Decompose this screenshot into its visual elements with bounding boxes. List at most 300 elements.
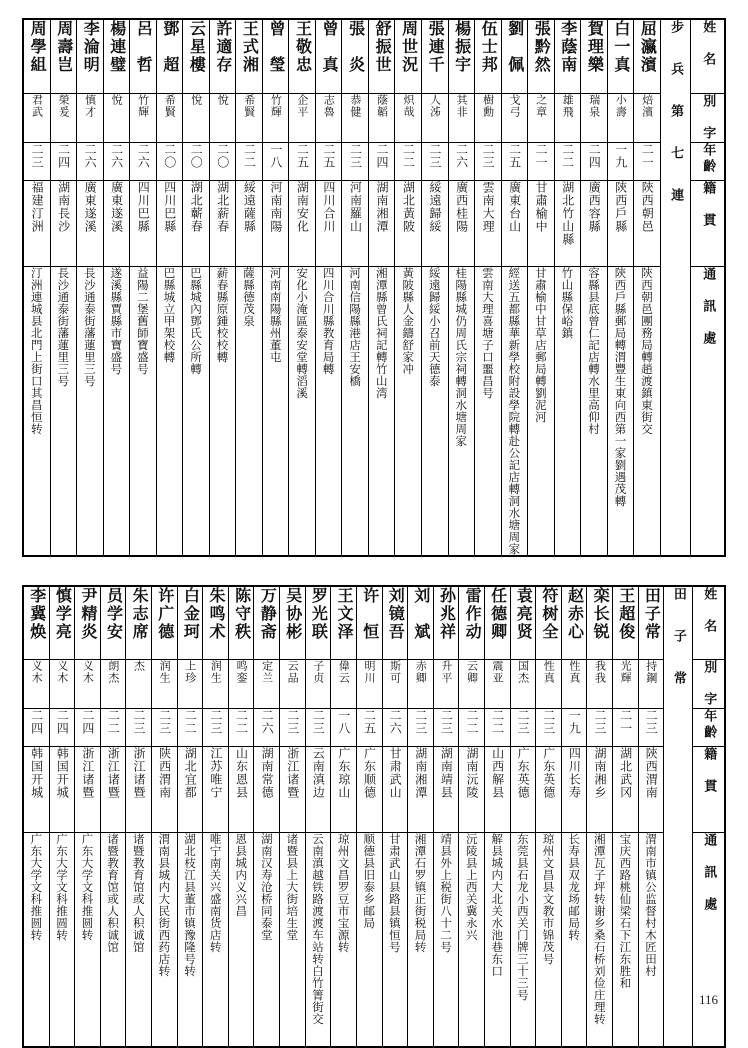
member-name xyxy=(382,586,408,660)
member-name-text: 李淪明 xyxy=(81,20,101,74)
member-name-text: 符树全 xyxy=(539,586,559,641)
row-header-label-text: 通 訊 處 xyxy=(700,266,716,347)
member-age-text: 二〇 xyxy=(215,142,230,169)
member-alias-text: 竹輝 xyxy=(269,93,283,118)
member-address-text: 靖县外上税街八十二号 xyxy=(439,833,454,953)
member-address-text: 河南信陽縣港店王安橋 xyxy=(348,266,363,387)
member-address xyxy=(209,266,236,556)
member-age-text: 二三 xyxy=(311,709,326,735)
member-age-text: 一九 xyxy=(567,709,582,735)
member-age-text: 二三 xyxy=(208,709,223,735)
member-address xyxy=(23,833,49,1047)
table-row xyxy=(23,93,725,142)
member-address xyxy=(510,833,536,1047)
member-age xyxy=(528,142,555,180)
member-native xyxy=(289,180,316,266)
member-native xyxy=(183,180,210,266)
member-age-text: 二三 xyxy=(439,709,454,735)
member-native-text: 河南羅山 xyxy=(348,180,363,233)
member-name-text: 赵赤心 xyxy=(565,586,585,641)
member-native xyxy=(156,180,183,266)
row-header-label-text: 通 訊 處 xyxy=(701,833,717,913)
member-age xyxy=(75,709,101,747)
member-native-text: 云南滇边 xyxy=(311,747,326,799)
member-age-text: 二五 xyxy=(295,142,310,169)
member-native-text: 廣東遂溪 xyxy=(109,180,124,233)
member-age xyxy=(49,709,75,747)
member-address xyxy=(395,266,422,556)
member-native-text: 韩国开城 xyxy=(29,747,44,799)
member-name-text: 任德卿 xyxy=(488,586,508,641)
member-native-text: 陕西渭南 xyxy=(157,747,172,799)
member-native-text: 河南南陽 xyxy=(268,180,283,233)
member-age xyxy=(382,709,408,747)
member-name-text: 曾 瑩 xyxy=(266,20,286,74)
member-address-text: 甘肅榆中甘草店郵局轉劉泥河 xyxy=(533,266,548,423)
member-native-text: 四川合川 xyxy=(321,180,336,233)
member-alias xyxy=(587,660,613,709)
member-alias xyxy=(607,93,634,142)
member-native-text: 广东英德 xyxy=(516,747,531,799)
row-header-label-text: 籍 貫 xyxy=(701,747,717,795)
member-alias xyxy=(459,660,485,709)
member-age xyxy=(484,709,510,747)
member-alias xyxy=(203,660,229,709)
member-age xyxy=(209,142,236,180)
member-address xyxy=(50,266,77,556)
member-age-text: 二三 xyxy=(644,709,659,735)
member-name-text: 陈守秩 xyxy=(232,586,252,641)
member-alias xyxy=(75,660,101,709)
member-native xyxy=(395,180,422,266)
member-native-text: 广东顺德 xyxy=(362,747,377,799)
member-native xyxy=(634,180,661,266)
member-alias-text: 焙濱 xyxy=(640,93,654,118)
member-address xyxy=(536,833,562,1047)
member-alias xyxy=(475,93,502,142)
member-age xyxy=(356,709,382,747)
member-alias-text: 瑞泉 xyxy=(587,93,601,118)
member-native-text: 廣西容縣 xyxy=(587,180,602,233)
member-address xyxy=(100,833,126,1047)
member-address xyxy=(501,266,528,556)
member-address-text: 陝西戶縣郵局轉渭豐生東向西第一家劉遇茂轉 xyxy=(613,266,628,507)
member-alias-text: 润生 xyxy=(158,660,172,684)
member-alias-text: 赤卿 xyxy=(414,660,428,684)
member-address xyxy=(49,833,75,1047)
member-name xyxy=(100,586,126,660)
member-native xyxy=(130,180,157,266)
member-address xyxy=(459,833,485,1047)
member-address xyxy=(382,833,408,1047)
member-age-text: 二三 xyxy=(428,142,443,169)
member-native-text: 湖南湘乡 xyxy=(593,747,607,799)
member-name-text: 王式湘 xyxy=(240,20,260,74)
member-alias xyxy=(262,93,289,142)
member-age-text: 二一 xyxy=(640,142,655,169)
member-alias-text: 小壽 xyxy=(614,93,628,118)
member-address xyxy=(581,266,608,556)
member-address-text: 長沙通泰街藩蓮里三号 xyxy=(56,266,71,387)
member-age xyxy=(228,709,254,747)
table-row xyxy=(23,747,725,833)
member-name xyxy=(613,586,639,660)
member-age xyxy=(459,709,485,747)
member-age xyxy=(280,709,306,747)
member-address xyxy=(638,833,664,1047)
member-age-text: 二二 xyxy=(183,709,198,735)
member-alias-text: 上珍 xyxy=(183,660,197,684)
member-name-text: 吴协彬 xyxy=(283,586,303,641)
member-age-text: 二三 xyxy=(481,142,496,169)
member-age xyxy=(130,142,157,180)
member-name xyxy=(262,19,289,93)
member-address-text: 琼州文昌罗豆市宝源转 xyxy=(336,833,351,953)
member-age xyxy=(305,709,331,747)
member-name-text: 王敬忠 xyxy=(293,20,313,74)
member-age-text: 二三 xyxy=(30,142,45,169)
member-age-text: 二三 xyxy=(593,709,607,735)
member-address xyxy=(177,833,203,1047)
member-address xyxy=(262,266,289,556)
member-alias xyxy=(395,93,422,142)
member-age-text: 二一 xyxy=(534,142,549,169)
member-name-text: 朱志席 xyxy=(130,586,150,641)
table-row xyxy=(23,142,725,180)
member-name xyxy=(607,19,634,93)
member-native xyxy=(368,180,395,266)
member-native-text: 四川巴縣 xyxy=(162,180,177,233)
member-alias xyxy=(254,660,280,709)
member-alias-text: 润生 xyxy=(209,660,223,684)
member-alias xyxy=(177,660,203,709)
member-address-text: 巴縣城內鄧氏公所轉 xyxy=(188,266,203,375)
member-name xyxy=(209,19,236,93)
member-name xyxy=(356,586,382,660)
unit-label xyxy=(664,586,693,1047)
member-name-text: 雷作动 xyxy=(463,586,483,641)
member-age xyxy=(581,142,608,180)
member-address-text: 竹山縣保峪鎮 xyxy=(560,266,575,339)
table-row xyxy=(23,19,725,93)
member-address xyxy=(183,266,210,556)
row-header-label xyxy=(692,709,725,747)
member-native xyxy=(23,180,50,266)
member-alias-text: 悅 xyxy=(189,93,203,106)
member-age xyxy=(331,709,357,747)
member-address xyxy=(421,266,448,556)
member-alias xyxy=(613,660,639,709)
member-alias-text: 升平 xyxy=(439,660,453,684)
member-native xyxy=(433,747,459,833)
member-alias-text: 子贞 xyxy=(311,660,325,684)
member-address-text: 四川合川縣教育局轉 xyxy=(321,266,336,375)
row-header-label-text: 別 字 xyxy=(700,93,716,142)
member-name-text: 员学安 xyxy=(104,586,124,641)
member-age xyxy=(342,142,369,180)
member-native-text: 湖南湘潭 xyxy=(374,180,389,233)
member-name xyxy=(75,586,101,660)
member-name xyxy=(126,586,152,660)
member-name-text: 袁亮贤 xyxy=(514,586,534,641)
member-name-text: 王文泽 xyxy=(335,586,355,641)
member-alias xyxy=(342,93,369,142)
member-address-text: 巴縣城立甲架校轉 xyxy=(162,266,177,363)
member-age-text: 二四 xyxy=(80,709,95,735)
member-age xyxy=(510,709,536,747)
member-alias xyxy=(433,660,459,709)
member-age xyxy=(126,709,152,747)
member-name-text: 云星樓 xyxy=(187,20,207,74)
member-native xyxy=(126,747,152,833)
member-native xyxy=(501,180,528,266)
member-alias-text: 杰 xyxy=(132,660,146,672)
member-name-text: 周壽岂 xyxy=(54,20,74,74)
member-native xyxy=(382,747,408,833)
member-alias-text: 雄飛 xyxy=(561,93,575,118)
member-address-text: 长寿县双龙场邮局转 xyxy=(567,833,582,941)
member-age-text: 二六 xyxy=(109,142,124,169)
member-native-text: 湖南常德 xyxy=(260,747,275,799)
member-native xyxy=(459,747,485,833)
member-native-text: 江苏唯宁 xyxy=(208,747,223,799)
member-name xyxy=(484,586,510,660)
member-age xyxy=(613,709,639,747)
member-age xyxy=(203,709,229,747)
member-native xyxy=(484,747,510,833)
member-address xyxy=(203,833,229,1047)
member-native xyxy=(356,747,382,833)
member-alias xyxy=(561,660,587,709)
member-alias-text: 希賢 xyxy=(242,93,256,118)
member-address-text: 诸暨教育馆或人积诚馆 xyxy=(106,833,121,953)
member-address-text: 安化小淹區泰安堂轉滔溪 xyxy=(295,266,310,399)
member-alias xyxy=(501,93,528,142)
member-name xyxy=(554,19,581,93)
member-alias-text: 炽哉 xyxy=(401,93,415,118)
row-header-label xyxy=(690,93,725,142)
member-name xyxy=(528,19,555,93)
member-name xyxy=(581,19,608,93)
member-native-text: 湖南湘潭 xyxy=(413,747,428,799)
member-native-text: 浙江诸暨 xyxy=(132,747,147,799)
member-age xyxy=(395,142,422,180)
member-age-text: 二六 xyxy=(136,142,151,169)
member-native xyxy=(77,180,104,266)
member-address xyxy=(236,266,263,556)
member-native xyxy=(561,747,587,833)
member-name xyxy=(368,19,395,93)
member-address-text: 陝西朝邑團務局轉趙渡鎮東街交 xyxy=(640,266,655,435)
member-name xyxy=(228,586,254,660)
table-row xyxy=(23,833,725,1047)
member-native xyxy=(607,180,634,266)
row-header-label xyxy=(692,833,725,1047)
member-age-text: 二三 xyxy=(157,709,172,735)
member-alias xyxy=(100,660,126,709)
member-alias-text: 人泲 xyxy=(428,93,442,118)
member-native xyxy=(315,180,342,266)
member-address-text: 渭南巿镇公监督村木匠田村 xyxy=(643,833,658,977)
member-native xyxy=(554,180,581,266)
member-age xyxy=(501,142,528,180)
member-native xyxy=(613,747,639,833)
member-native xyxy=(23,747,49,833)
row-header-label xyxy=(692,747,725,833)
member-age xyxy=(448,142,475,180)
member-address-text: 容縣县底曾仁記店轉水里高仰村 xyxy=(586,266,601,435)
member-native xyxy=(50,180,77,266)
member-age-text: 二六 xyxy=(388,709,403,735)
member-age xyxy=(103,142,130,180)
member-age xyxy=(638,709,664,747)
member-name-text: 楊振宇 xyxy=(452,20,472,74)
member-native xyxy=(100,747,126,833)
member-native-text: 广东琼山 xyxy=(336,747,351,799)
member-age xyxy=(408,709,434,747)
member-native-text: 浙江诸暨 xyxy=(80,747,95,799)
member-native-text: 山西解县 xyxy=(490,747,505,799)
member-alias xyxy=(49,660,75,709)
member-address xyxy=(607,266,634,556)
member-alias xyxy=(315,93,342,142)
member-alias xyxy=(554,93,581,142)
member-alias-text: 明川 xyxy=(363,660,376,684)
member-native xyxy=(587,747,613,833)
member-age-text: 二二 xyxy=(234,709,249,735)
member-alias xyxy=(581,93,608,142)
member-address xyxy=(634,266,661,556)
member-native-text: 甘肅榆中 xyxy=(534,180,549,233)
member-alias-text: 竹輝 xyxy=(136,93,150,118)
member-age-text: 二二 xyxy=(242,142,257,169)
member-age xyxy=(368,142,395,180)
member-alias xyxy=(484,660,510,709)
member-alias xyxy=(305,660,331,709)
member-native-text: 陝西渭南 xyxy=(644,747,659,799)
table-row xyxy=(23,180,725,266)
member-native-text: 湖北竹山縣 xyxy=(560,180,575,246)
member-age-text: 二二 xyxy=(464,709,479,735)
member-address-text: 河南南陽縣州董屯 xyxy=(268,266,283,363)
member-address-text: 云南滇越铁路渡渡车站转白竹箐街交 xyxy=(311,833,326,1025)
member-name-text: 張連千 xyxy=(426,20,446,74)
member-name-text: 賀理樂 xyxy=(585,20,605,74)
member-name-text: 王超俊 xyxy=(616,586,636,641)
member-native-text: 浙江诸暨 xyxy=(106,747,121,799)
member-name xyxy=(289,19,316,93)
member-age-text: 二四 xyxy=(55,709,70,735)
member-address-text: 湘潭瓦子坪转谢乡桑石桥刘俭庄理转 xyxy=(592,833,607,1025)
member-age-text: 一八 xyxy=(336,709,351,735)
member-alias-text: 樹勳 xyxy=(481,93,495,118)
member-native xyxy=(510,747,536,833)
member-alias-text: 我我 xyxy=(593,660,607,684)
member-age xyxy=(421,142,448,180)
member-name-text: 朱鸣术 xyxy=(206,586,226,641)
member-alias-text: 国杰 xyxy=(516,660,530,684)
member-native-text: 湖南沅陵 xyxy=(464,747,479,799)
member-native xyxy=(49,747,75,833)
member-age-text: 二〇 xyxy=(162,142,177,169)
member-address xyxy=(587,833,613,1047)
member-age-text: 二二 xyxy=(106,709,121,735)
member-name-text: 刘 斌 xyxy=(411,586,431,641)
member-address-text: 湘潭石罗镇正街税局转 xyxy=(413,833,428,953)
member-alias-text: 鸣銮 xyxy=(234,660,248,684)
member-address xyxy=(433,833,459,1047)
member-address-text: 薩縣德茂泉 xyxy=(242,266,257,327)
member-alias xyxy=(183,93,210,142)
member-name xyxy=(50,19,77,93)
member-age-text: 二五 xyxy=(321,142,336,169)
member-address xyxy=(315,266,342,556)
member-name-text: 栾长锐 xyxy=(591,586,611,641)
member-native-text: 湖南安化 xyxy=(295,180,310,233)
member-native xyxy=(528,180,555,266)
row-header-label-text: 籍 貫 xyxy=(700,180,716,229)
member-alias xyxy=(536,660,562,709)
member-alias-text: 企平 xyxy=(295,93,309,118)
member-address xyxy=(156,266,183,556)
member-age-text: 二三 xyxy=(285,709,300,735)
member-address xyxy=(305,833,331,1047)
table-row xyxy=(23,266,725,556)
member-address-text: 沅陵县上西关冀永兴 xyxy=(464,833,479,941)
member-native xyxy=(280,747,306,833)
member-age xyxy=(433,709,459,747)
member-alias-text: 慎才 xyxy=(83,93,97,118)
member-alias-text: 斯可 xyxy=(388,660,402,684)
member-name xyxy=(23,19,50,93)
member-name-text: 周世況 xyxy=(399,20,419,74)
row-header-label xyxy=(690,19,725,93)
member-name xyxy=(156,19,183,93)
member-name xyxy=(510,586,536,660)
member-alias xyxy=(50,93,77,142)
member-address xyxy=(126,833,152,1047)
member-native xyxy=(103,180,130,266)
member-address-text: 遂溪縣賈縣市寶盛号 xyxy=(109,266,124,375)
member-native-text: 廣西桂陽 xyxy=(454,180,469,233)
member-alias-text: 义木 xyxy=(55,660,69,684)
member-age xyxy=(254,709,280,747)
member-address xyxy=(408,833,434,1047)
member-age xyxy=(536,709,562,747)
member-address xyxy=(23,266,50,556)
member-age-text: 二五 xyxy=(362,709,377,735)
member-name xyxy=(459,586,485,660)
member-address-text: 解县城内大北关水池巷东口 xyxy=(490,833,505,977)
member-age-text: 二〇 xyxy=(189,142,204,169)
member-age-text: 二三 xyxy=(541,709,556,735)
unit-label xyxy=(660,19,690,556)
member-name xyxy=(152,586,178,660)
member-address xyxy=(77,266,104,556)
member-address-text: 渭南县城内大民街西药店转 xyxy=(157,833,172,977)
member-alias xyxy=(331,660,357,709)
member-age-text: 二四 xyxy=(29,709,44,735)
member-address-text: 甘肃武山县路县镇恒号 xyxy=(387,833,402,953)
member-age xyxy=(23,709,49,747)
member-address-text: 广东大学文科推圆转 xyxy=(29,833,44,941)
member-alias xyxy=(528,93,555,142)
member-name-text: 舒振世 xyxy=(373,20,393,74)
member-age xyxy=(156,142,183,180)
member-address-text: 唯宁南关兴盛南货店转 xyxy=(208,833,223,953)
row-header-label-text: 年齡 xyxy=(701,709,717,741)
member-age xyxy=(23,142,50,180)
